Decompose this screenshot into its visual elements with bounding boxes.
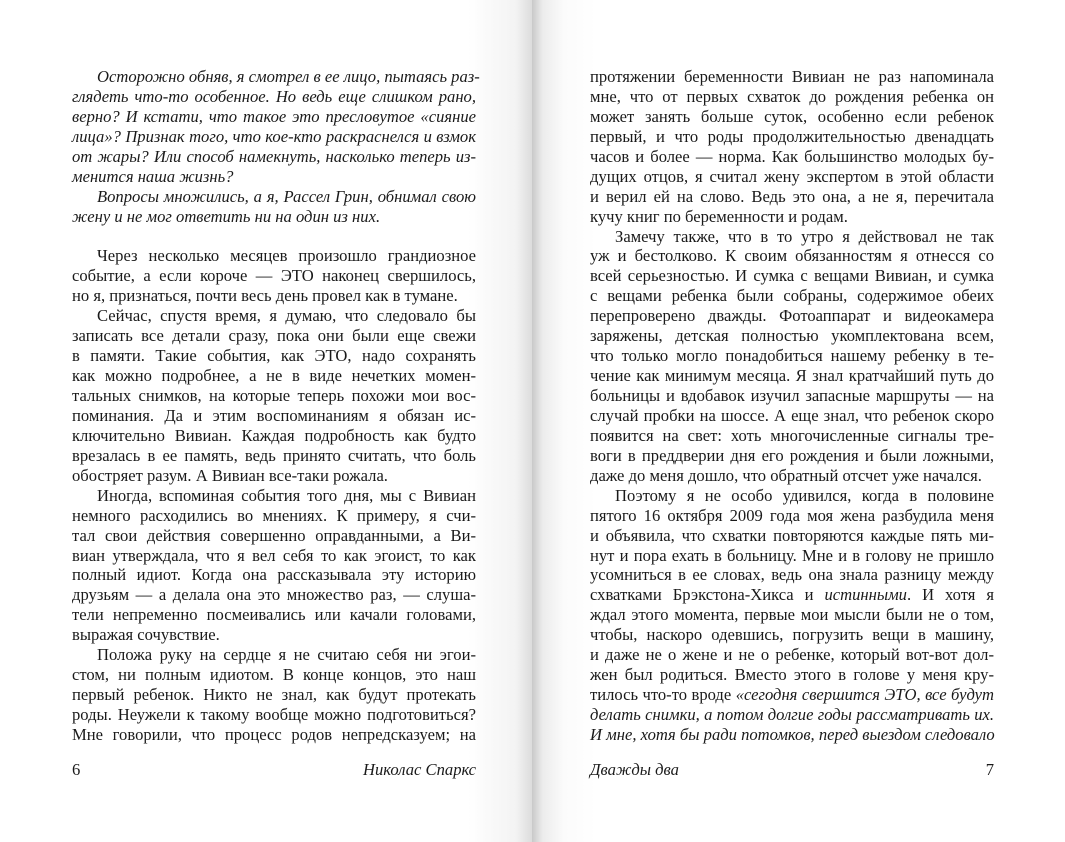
italic-text: истинными bbox=[824, 585, 907, 605]
italic-text: верно? И кстати, что такое это пресловутое «сияние bbox=[72, 106, 476, 126]
text-line bbox=[590, 665, 994, 685]
text-line bbox=[72, 526, 476, 546]
text-segment: друзьям — а делала она это множество раз, — слуша- bbox=[72, 585, 476, 605]
text-line bbox=[72, 167, 476, 187]
text-segment: . И хотя я bbox=[906, 585, 994, 605]
text-segment: первый ребенок. Никто не знал, как будут протекать bbox=[72, 685, 476, 705]
text-segment: может занять больше суток, особенно если ребенок bbox=[590, 106, 994, 126]
text-segment: врезалась в ее память, ведь принято считать, что боль bbox=[72, 445, 476, 465]
text-line bbox=[72, 127, 476, 147]
text-line bbox=[72, 565, 476, 585]
text-line bbox=[590, 167, 994, 187]
text-segment: кучу книг по беременности и родам. bbox=[590, 206, 848, 226]
text-line bbox=[590, 685, 994, 705]
text-line bbox=[590, 246, 994, 266]
text-segment: даже до меня дошло, что обратный отсчет уже начался. bbox=[590, 465, 982, 485]
text-line bbox=[72, 266, 476, 286]
italic-text: «сегодня свершится ЭТО, все будут bbox=[735, 685, 994, 705]
text-line bbox=[72, 366, 476, 386]
text-line bbox=[590, 546, 994, 566]
text-segment: тилось что-то вроде bbox=[590, 685, 736, 705]
text-line bbox=[72, 147, 476, 167]
text-line bbox=[72, 67, 480, 87]
text-segment: чтобы, наскоро одевшись, погрузить вещи в машину, bbox=[590, 625, 994, 645]
text-line bbox=[72, 625, 476, 645]
text-segment: чение как минимум месяца. Я знал кратчайший путь до bbox=[590, 366, 994, 386]
text-line bbox=[72, 346, 476, 366]
text-line bbox=[590, 605, 994, 625]
text-line bbox=[72, 187, 476, 207]
text-segment: первый, и что роды продолжительностью двенадцать bbox=[590, 126, 994, 146]
text-line bbox=[590, 645, 994, 665]
text-line bbox=[72, 406, 476, 426]
text-segment: ключительно Вивиан. Каждая подробность как будто bbox=[72, 425, 476, 445]
text-segment: пятого 16 октября 2009 года моя жена разбудила меня bbox=[590, 505, 994, 525]
text-line bbox=[72, 286, 476, 306]
text-line bbox=[72, 386, 476, 406]
text-segment: с вещами ребенка были собраны, содержимое обеих bbox=[590, 286, 994, 306]
text-segment: Положа руку на сердце я не считаю себя ни эгои- bbox=[97, 645, 476, 665]
right-page-text bbox=[590, 67, 994, 745]
left-page-footer bbox=[72, 760, 476, 780]
text-segment: тальных снимков, на которые теперь похожи мои вос- bbox=[72, 386, 476, 405]
text-line bbox=[72, 246, 476, 266]
text-segment: появится на свет: хоть многочисленные сигналы тре- bbox=[590, 425, 994, 445]
text-segment: обостряет разум. А Вивиан все-таки рожала. bbox=[72, 465, 388, 485]
text-line bbox=[590, 107, 994, 127]
text-line bbox=[72, 605, 476, 625]
text-line bbox=[72, 207, 476, 227]
text-segment: и объявила, что схватки повторяются каждые пять ми- bbox=[590, 525, 994, 545]
text-line bbox=[590, 406, 994, 426]
text-segment: виан утверждала, что я вел себя то как эгоист, то как bbox=[72, 545, 476, 565]
text-segment: выражая сочувствие. bbox=[72, 625, 220, 645]
italic-text: глядеть что-то особенное. Но ведь еще слишком рано, bbox=[72, 86, 476, 106]
text-line bbox=[72, 107, 476, 127]
text-line bbox=[72, 87, 476, 107]
text-segment: и даже не о жене и не о ребенке, который вот-вот дол- bbox=[590, 645, 994, 665]
text-line bbox=[72, 585, 476, 605]
text-segment: заряжены, детская полностью укомплектована всем, bbox=[590, 326, 994, 346]
right-page bbox=[532, 0, 1065, 842]
text-line bbox=[72, 306, 476, 326]
running-head-author: Николас Спаркс bbox=[363, 760, 476, 779]
italic-text: И мне, хотя бы ради потомков, перед выездом следовало bbox=[590, 724, 995, 744]
text-segment: дущих отцов, я считал жену экспертом в этой области bbox=[590, 166, 994, 186]
text-line bbox=[72, 506, 476, 526]
text-line bbox=[590, 127, 994, 147]
text-line bbox=[590, 705, 994, 725]
text-segment: поминания. Да и этим воспоминаниям я обязан ис- bbox=[72, 405, 476, 425]
text-segment: мне, что от первых схваток до рождения ребенка он bbox=[590, 86, 994, 106]
italic-text: Вопросы множились, а я, Рассел Грин, обнимал свою bbox=[97, 186, 476, 206]
text-segment: уж и бестолково. К своим обязанностям я отнесся со bbox=[590, 246, 994, 266]
page-number-right: 7 bbox=[985, 760, 994, 779]
text-line bbox=[590, 346, 994, 366]
text-segment: случай пробки на шоссе. А еще знал, что ребенок скоро bbox=[590, 405, 994, 425]
text-line bbox=[72, 725, 476, 745]
text-line bbox=[72, 705, 476, 725]
text-line bbox=[590, 207, 994, 227]
text-segment: жен был родиться. Вместо этого в голове у меня кру- bbox=[590, 665, 994, 685]
text-segment: в памяти. Такие события, как ЭТО, надо сохранять bbox=[72, 346, 476, 366]
text-segment: роды. Неужели к такому вообще можно подготовиться? bbox=[72, 705, 476, 724]
italic-text: делать снимки, а потом долгие годы рассматривать их. bbox=[590, 705, 994, 724]
text-segment: ждал этого момента, первые мои мысли были не о том, bbox=[590, 605, 994, 625]
right-page-footer bbox=[590, 760, 994, 780]
text-line bbox=[72, 665, 476, 685]
italic-text: жену и не мог ответить ни на один из них. bbox=[72, 206, 381, 226]
text-segment: немного расходились во мнениях. К примеру, я счи- bbox=[72, 505, 476, 525]
text-line bbox=[590, 227, 994, 247]
text-segment: Через несколько месяцев произошло грандиозное bbox=[97, 246, 476, 266]
running-head-title: Дважды два bbox=[590, 760, 679, 779]
italic-text: менится наша жизнь? bbox=[72, 166, 234, 186]
text-line bbox=[590, 366, 994, 386]
text-segment: усомниться в ее словах, ведь она знала разницу между bbox=[590, 565, 994, 585]
text-line bbox=[72, 426, 476, 446]
text-segment: Иногда, вспоминая события того дня, мы с Вивиан bbox=[97, 485, 476, 505]
text-line bbox=[590, 466, 994, 486]
text-line bbox=[590, 446, 994, 466]
text-line bbox=[72, 466, 476, 486]
text-segment: больницы и вдобавок изучил запасные маршруты — на bbox=[590, 386, 994, 405]
left-page bbox=[0, 0, 532, 842]
text-line bbox=[590, 565, 994, 585]
text-segment: тели непременно посмеивались или качали головами, bbox=[72, 605, 476, 625]
text-segment: стом, ни полным идиотом. В конце концов, это наш bbox=[72, 665, 476, 685]
italic-text: Осторожно обняв, я смотрел в ее лицо, пытаясь раз- bbox=[97, 67, 480, 86]
text-line bbox=[590, 306, 994, 326]
text-segment: тал свои действия совершенно оправданными, а Ви- bbox=[72, 525, 476, 545]
left-page-text bbox=[72, 67, 480, 745]
text-line bbox=[590, 506, 994, 526]
text-segment: всей серьезностью. И сумка с вещами Вивиан, и сумка bbox=[590, 266, 994, 286]
text-segment: схватками Брэкстона-Хикса и bbox=[590, 585, 825, 605]
text-line bbox=[590, 67, 994, 87]
text-segment: что только могло понадобиться нашему ребенку в те- bbox=[590, 346, 994, 366]
text-line bbox=[590, 725, 994, 745]
text-segment: событие, а если короче — ЭТО наконец свершилось, bbox=[72, 266, 476, 286]
text-segment: Сейчас, спустя время, я думаю, что следовало бы bbox=[97, 306, 476, 326]
text-segment: нут и пора ехать в больницу. Мне и в голову не пришло bbox=[590, 545, 994, 565]
text-line bbox=[72, 546, 476, 566]
text-line bbox=[72, 326, 476, 346]
text-segment: записать все детали сразу, пока они были еще свежи bbox=[72, 326, 476, 346]
text-line bbox=[590, 286, 994, 306]
text-line bbox=[590, 266, 994, 286]
text-segment: перепроверено дважды. Фотоаппарат и видеокамера bbox=[590, 306, 994, 326]
text-segment: Поэтому я не особо удивился, когда в половине bbox=[615, 485, 994, 505]
italic-text: от жары? Или способ намекнуть, насколько теперь из- bbox=[72, 146, 476, 166]
text-segment: полный идиот. Когда она рассказывала эту историю bbox=[72, 565, 476, 585]
text-segment: протяжении беременности Вивиан не раз напоминала bbox=[590, 67, 994, 86]
text-line bbox=[590, 486, 994, 506]
text-line bbox=[72, 446, 476, 466]
text-segment: но я, признаться, почти весь день провел как в тумане. bbox=[72, 286, 458, 306]
text-line bbox=[72, 486, 476, 506]
text-segment: Замечу также, что в то утро я действовал не так bbox=[615, 226, 994, 246]
text-line bbox=[590, 585, 994, 605]
text-line bbox=[72, 645, 476, 665]
text-line bbox=[590, 386, 994, 406]
text-segment: и верил ей на слово. Ведь это она, а не я, перечитала bbox=[590, 186, 994, 206]
text-line bbox=[590, 526, 994, 546]
blank-line bbox=[72, 227, 476, 247]
text-segment: воги в преддверии дня его рождения и были ложными, bbox=[590, 445, 994, 465]
text-segment: Мне говорили, что процесс родов непредсказуем; на bbox=[72, 724, 476, 744]
text-line bbox=[590, 326, 994, 346]
text-line bbox=[590, 426, 994, 446]
text-segment: часов и более — норма. Как большинство молодых бу- bbox=[590, 146, 994, 166]
text-line bbox=[590, 625, 994, 645]
text-segment: как можно подробнее, а не в виде нечетких момен- bbox=[72, 366, 476, 386]
text-line bbox=[590, 187, 994, 207]
text-line bbox=[590, 87, 994, 107]
text-line bbox=[590, 147, 994, 167]
italic-text: лица»? Признак того, что кое-кто раскраснелся и взмок bbox=[72, 126, 476, 146]
page-number-left: 6 bbox=[72, 760, 81, 779]
text-line bbox=[72, 685, 476, 705]
